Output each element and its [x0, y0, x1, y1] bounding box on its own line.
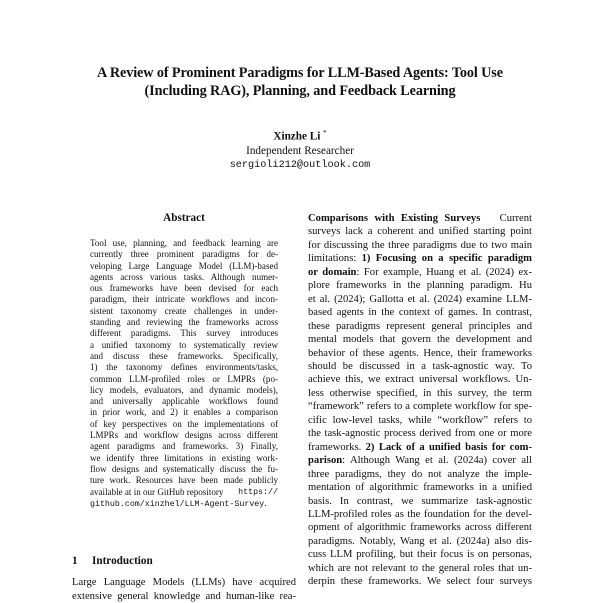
repo-url-period: .: [264, 497, 267, 508]
author-name-text: Xinzhe Li: [273, 130, 321, 143]
text-line: common LLM-profiled roles or LMPRs (po-: [90, 373, 278, 384]
section-heading-introduction: [72, 555, 292, 567]
comparisons-paragraph: [308, 212, 532, 589]
paragraph-line-text: limitations:: [308, 253, 357, 265]
text-line: “framework” refers to a complete workflow for spe-: [308, 401, 532, 413]
paragraph-lines-a: [308, 225, 532, 252]
text-line: a unified taxonomy to systematically review: [90, 339, 278, 350]
text-line: extensive general knowledge and human-like rea-: [72, 590, 296, 602]
text-line: agent paradigms and frameworks. 3) Finally,: [90, 441, 278, 452]
text-line: agents across various tasks. Although numer-: [90, 271, 278, 282]
text-line: cific low-level tasks, while “workflow” refers to: [308, 414, 532, 426]
text-line: of key perspectives on the implementations of: [90, 418, 278, 429]
paragraph-line: [308, 266, 532, 279]
text-line: for discussing the three paradigms due to two main: [308, 239, 532, 251]
repo-url-link[interactable]: github.com/xinzhel/LLM-Agent-Survey: [90, 499, 265, 509]
limitation-1-heading-cont: or domain: [308, 266, 357, 278]
text-line: we identify three limitations in existing work-: [90, 452, 278, 463]
text-line: flow designs and systematically discuss the fu-: [90, 463, 278, 474]
text-line: which are not relevant to the general roles that un-: [308, 562, 532, 574]
abstract-body: [90, 238, 278, 510]
repo-url-line: [90, 498, 278, 510]
text-line: cuss LLM profiling, but their focus is on personas,: [308, 549, 532, 561]
text-line: currently three prominent paradigms for de-: [90, 249, 278, 260]
text-line: 1) the taxonomy defines environments/tasks,: [90, 362, 278, 373]
limitation-2-heading: 2) Lack of a unified basis for com-: [365, 441, 532, 453]
paragraph-line: [308, 454, 532, 467]
text-line: sistent taxonomy create challenges in under-: [90, 305, 278, 316]
text-line: three paradigms, they do not analyze the imple-: [308, 468, 532, 480]
text-line: mentation of algorithmic frameworks in a unified: [308, 482, 532, 494]
paragraph-line-text: : Although Wang et al. (2024a) cover all: [342, 455, 532, 467]
text-line: [90, 487, 278, 498]
abstract-heading: Abstract: [163, 212, 205, 224]
text-line-content: available at in our GitHub repository: [90, 486, 224, 497]
text-line: et al. (2024); Gallotta et al. (2024) examine LLM-: [308, 293, 532, 305]
introduction-body: [72, 576, 296, 603]
text-line: paradigms. Notably, Wang et al. (2024a) also dis-: [308, 535, 532, 547]
text-line: veloping Large Language Model (LLM)-based: [90, 260, 278, 271]
author-email: sergioli212@outlook.com: [229, 159, 371, 171]
title-line-2: (Including RAG), Planning, and Feedback Learning: [144, 83, 456, 99]
text-line: surveys lack a coherent and unified starting point: [308, 226, 532, 238]
limitation-2-heading-cont: parison: [308, 455, 343, 467]
text-line: achieve this, we extract universal workflows. Un-: [308, 374, 532, 386]
text-line: mental models that govern the development and: [308, 334, 532, 346]
limitation-1-heading: 1) Focusing on a specific paradigm: [361, 253, 532, 265]
text-line: less otherwise specified, in this survey, the term: [308, 387, 532, 399]
text-line: behavior of these agents. Hence, their frameworks: [308, 347, 532, 359]
text-line: LMPRs and workflow designs across different: [90, 430, 278, 441]
text-line: in prior work, and 2) it enables a comparison: [90, 407, 278, 418]
text-line: different paradigms. This survey introduces: [90, 328, 278, 339]
text-line: opment of algorithmic frameworks across different: [308, 522, 532, 534]
author-block: [150, 126, 450, 174]
text-line: these paradigms represent general principles and: [308, 320, 532, 332]
paragraph-line: [308, 212, 532, 225]
paragraph-line-text: Current: [499, 213, 532, 224]
paragraph-lines-c: [308, 468, 532, 589]
paragraph-lines-b: [308, 279, 532, 440]
text-line: based agents in the context of games. In contrast,: [308, 307, 532, 319]
text-line: and discuss these frameworks. Specifically,: [90, 350, 278, 361]
text-line: paradigm, their intricate workflows and incon-: [90, 294, 278, 305]
section-number: 1: [72, 555, 78, 567]
text-line: the task-agnostic process derived from one or more: [308, 428, 532, 440]
text-line: Large Language Models (LLMs) have acquired: [72, 577, 296, 588]
text-line: ous frameworks have been devised for each: [90, 283, 278, 294]
text-line: should be discussed in a task-agnostic way. To: [308, 360, 532, 372]
text-line: licy models, evaluators, and dynamic models),: [90, 384, 278, 395]
text-line: and universally applicable workflows found: [90, 396, 278, 407]
paragraph-line-text: : For example, Huang et al. (2024) ex-: [356, 266, 532, 278]
text-line: Tool use, planning, and feedback learning are: [90, 238, 278, 248]
paragraph-heading: Comparisons with Existing Surveys: [308, 213, 481, 224]
paper-title: [60, 64, 540, 100]
text-line: basis. In contrast, we summarize task-agnostic: [308, 495, 532, 507]
text-line: plore frameworks in the planning paradigm. Hu: [308, 280, 532, 292]
text-line: LLM-profiled roles as the foundation for the devel-: [308, 508, 532, 520]
text-line: derpin these frameworks. We select four surveys: [308, 576, 532, 588]
author-name: [150, 126, 450, 144]
author-mark: *: [323, 129, 327, 137]
title-line-1: A Review of Prominent Paradigms for LLM-Based Agents: Tool Use: [97, 65, 503, 81]
section-title: Introduction: [92, 555, 153, 567]
repo-url-prefix[interactable]: https://: [238, 487, 278, 497]
text-line: ture work. Resources have been made publicly: [90, 475, 278, 486]
author-affiliation: Independent Researcher: [246, 145, 354, 158]
text-line: standing and reviewing the frameworks across: [90, 317, 278, 328]
paragraph-line-text: frameworks.: [308, 441, 362, 453]
paragraph-line: [308, 252, 532, 265]
paragraph-line: [308, 441, 532, 454]
